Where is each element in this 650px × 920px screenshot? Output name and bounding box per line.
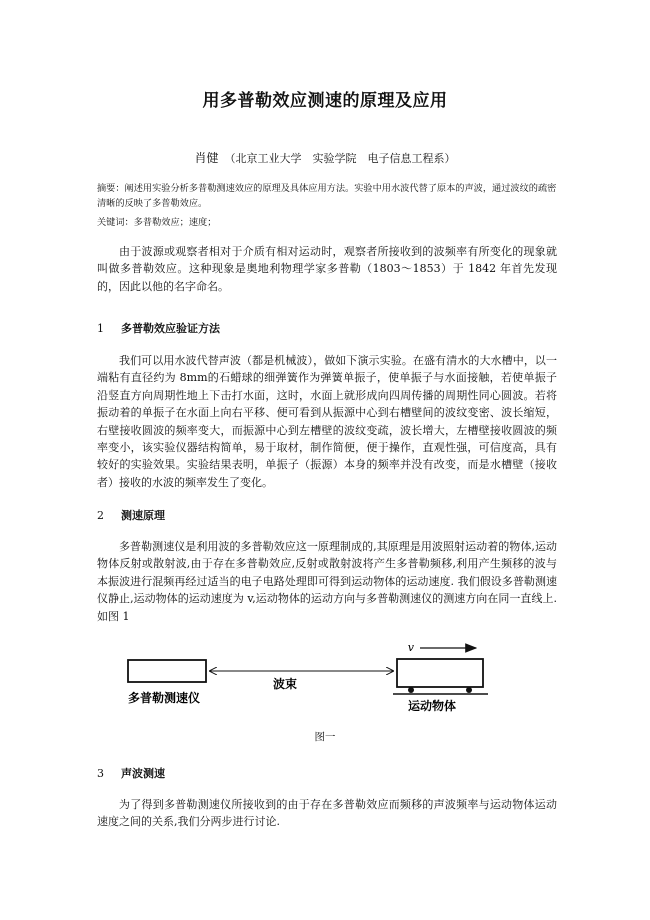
section-heading-1 [97, 320, 220, 336]
section-number: 2 [97, 509, 104, 522]
section-paragraph-2: 多普勒测速仪是利用波的多普勒效应这一原理制成的,其原理是用波照射运动着的物体,运动物体反射或散射波,由于存在多普勒效应,反射或散射波将产生多普勒频移,利用产生频移的波与本振波进行混频再经过适当的电子电路处理即可得到运动物体的运动速度. 我们假设多普勒测速仪静止,运动物体的运动速度为 v,运动物体的运动方向与多普勒测速仪的测速方向在同一直线上.如图 1 [97, 540, 557, 623]
author-line [0, 149, 650, 166]
velocity-label: v [407, 641, 414, 654]
wheel-right [466, 687, 472, 693]
moving-object-box [397, 659, 483, 687]
section-number: 3 [97, 767, 104, 780]
intro-paragraph: 由于波源或观察者相对于介质有相对运动时，观察者所接收到的波频率有所变化的现象就叫做多普勒效应。这种现象是奥地利物理学家多普勒（1803～1853）于 1842 年首先发现的，因此以他的名字命名。 [97, 245, 557, 293]
object-label: 运动物体 [408, 699, 457, 713]
section-heading-2 [97, 507, 165, 523]
speedometer-device-box [128, 660, 206, 682]
author-name: 肖健 [194, 151, 219, 165]
section-number: 1 [97, 322, 104, 335]
figure-caption: 图一 [314, 731, 336, 743]
paper-title: 用多普勒效应测速的原理及应用 [202, 91, 448, 111]
wheel-left [408, 687, 414, 693]
section-heading-3 [97, 765, 165, 781]
abstract: 摘要：阐述用实验分析多普勒测速效应的原理及具体应用方法。实验中用水波代替了原本的声波，通过波纹的疏密清晰的反映了多普勒效应。 [97, 183, 557, 209]
doppler-figure [118, 640, 498, 720]
section-title: 多普勒效应验证方法 [121, 322, 220, 335]
keywords: 关键词：多普勒效应；速度； [97, 217, 217, 228]
device-label: 多普勒测速仪 [128, 691, 201, 705]
section-title: 测速原理 [121, 509, 165, 522]
section-paragraph-3: 为了得到多普勒测速仪所接收到的由于存在多普勒效应而频移的声波频率与运动物体运动速度之间的关系,我们分两步进行讨论. [97, 798, 557, 829]
section-paragraph-1: 我们可以用水波代替声波（都是机械波），做如下演示实验。在盛有清水的大水槽中，以一端粘有直径约为 8mm的石蜡球的细弹簧作为弹簧单振子，使单振子与水面接触，若使单振子沿竖直方向周期性地上下击打水面，这时，水面上就形成向四周传播的周期性同心圆波。若将振动着的单振子在水面上向右平移、便可看到从振源中心到右槽壁间的波纹变密、波长缩短，右壁接收圆波的频率变大，而振源中心到左槽壁的波纹变疏，波长增大，左槽壁接收圆波的频率变小，该实验仪器结构简单，易于取材，制作简便，便于操作，直观性强，可信度高，具有较好的实验效果。实验结果表明，单振子（振源）本身的频率并没有改变，而是水槽壁（接收者）接收的水波的频率发生了变化。 [97, 354, 557, 489]
author-affiliation: （北京工业大学 实验学院 电子信息工程系） [224, 152, 456, 165]
beam-label: 波束 [273, 677, 298, 691]
section-title: 声波测速 [121, 767, 165, 780]
